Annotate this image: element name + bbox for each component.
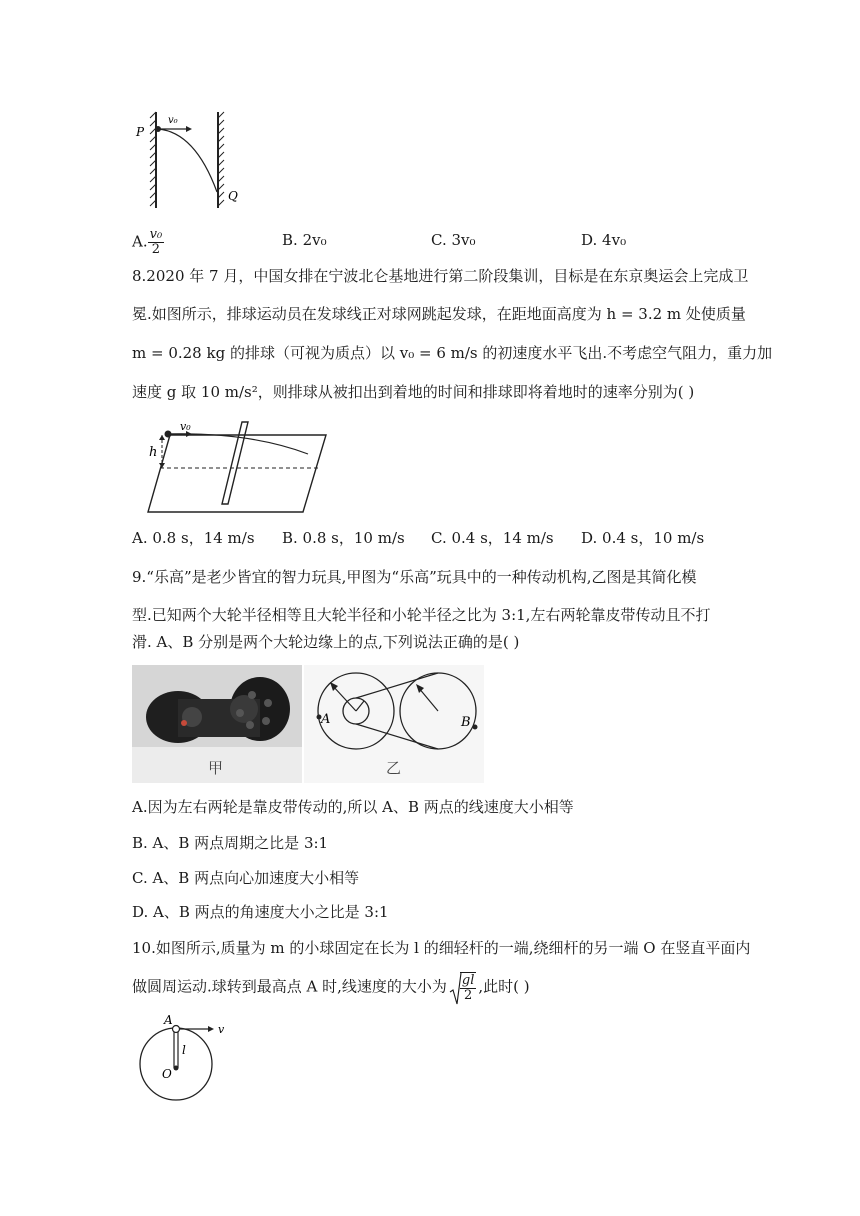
- q8-line-4: 速度 g 取 10 m/s²，则排球从被扣出到着地的时间和排球即将着地时的速率分别为( ): [132, 383, 695, 401]
- q10-sqrt-num: gl: [461, 973, 475, 988]
- q7-q-label: Q: [228, 189, 238, 203]
- q7-option-a: A. $\frac{\text{v₀}}{2}$: [132, 227, 163, 257]
- q9-photo: [132, 665, 302, 783]
- q10-o-label: O: [162, 1067, 172, 1081]
- q9-a-label: A: [321, 712, 331, 727]
- q9-schematic: [304, 665, 484, 783]
- q10-l-label: l: [182, 1043, 186, 1057]
- q8-figure: [140, 420, 340, 520]
- q7-option-a-num: v₀: [149, 227, 163, 242]
- q10-v-label: v: [218, 1023, 225, 1036]
- q10-sqrt: [449, 972, 476, 1003]
- q7-figure: [136, 110, 250, 215]
- q8-line-3: m = 0.28 kg 的排球（可视为质点）以 v₀ = 6 m/s 的初速度水平飞出.不考虑空气阻力，重力加: [132, 344, 773, 362]
- q8-line-2: 冕.如图所示，排球运动员在发球线正对球网跳起发球，在距地面高度为 h = 3.2 m 处使质量: [132, 305, 746, 323]
- q9-b-label: B: [461, 715, 471, 730]
- q9-option-a: A.因为左右两轮是靠皮带传动的,所以 A、B 两点的线速度大小相等: [132, 798, 574, 816]
- q10-line-1: 10.如图所示,质量为 m 的小球固定在长为 l 的细轻杆的一端,绕细杆的另一端 O 在竖直平面内: [132, 939, 751, 957]
- q8-v0-label: v₀: [180, 420, 191, 433]
- q8-option-b: B. 0.8 s，10 m/s: [282, 529, 405, 547]
- q8-option-d: D. 0.4 s，10 m/s: [581, 529, 705, 547]
- q9-option-b: B. A、B 两点周期之比是 3:1: [132, 834, 329, 852]
- q9-jia-label: 甲: [208, 759, 224, 777]
- q9-line-2: 型.已知两个大轮半径相等且大轮半径和小轮半径之比为 3:1,左右两轮靠皮带传动且不打: [132, 606, 711, 624]
- q10-line-2-pre: 做圆周运动.球转到最高点 A 时,线速度的大小为: [132, 977, 447, 996]
- q9-option-c: C. A、B 两点向心加速度大小相等: [132, 869, 360, 887]
- q7-option-d: D. 4v₀: [581, 231, 627, 249]
- q10-figure: [130, 1012, 230, 1102]
- q9-option-d: D. A、B 两点的角速度大小之比是 3:1: [132, 903, 389, 921]
- q9-yi-label: 乙: [386, 759, 402, 777]
- q10-line-2: [132, 972, 530, 1003]
- q10-a-label: A: [164, 1013, 173, 1027]
- q8-option-a: A. 0.8 s，14 m/s: [132, 529, 255, 547]
- q8-h-label: h: [149, 445, 158, 460]
- q10-sqrt-den: 2: [464, 988, 473, 1003]
- q9-line-3: 滑. A、B 分别是两个大轮边缘上的点,下列说法正确的是( ): [132, 633, 520, 651]
- q9-line-1: 9.“乐高”是老少皆宜的智力玩具,甲图为“乐高”玩具中的一种传动机构,乙图是其简化模: [132, 568, 697, 586]
- q7-v0-label: v₀: [168, 115, 178, 126]
- q7-p-label: P: [136, 125, 145, 139]
- q7-option-c: C. 3v₀: [431, 231, 476, 249]
- q8-line-1: 8.2020 年 7 月，中国女排在宁波北仑基地进行第二阶段集训，目标是在东京奥运会上完成卫: [132, 267, 749, 285]
- q8-option-c: C. 0.4 s，14 m/s: [431, 529, 554, 547]
- q10-line-2-post: ,此时( ): [478, 977, 530, 996]
- q7-option-b: B. 2v₀: [282, 231, 327, 249]
- q7-option-a-den: 2: [151, 242, 161, 257]
